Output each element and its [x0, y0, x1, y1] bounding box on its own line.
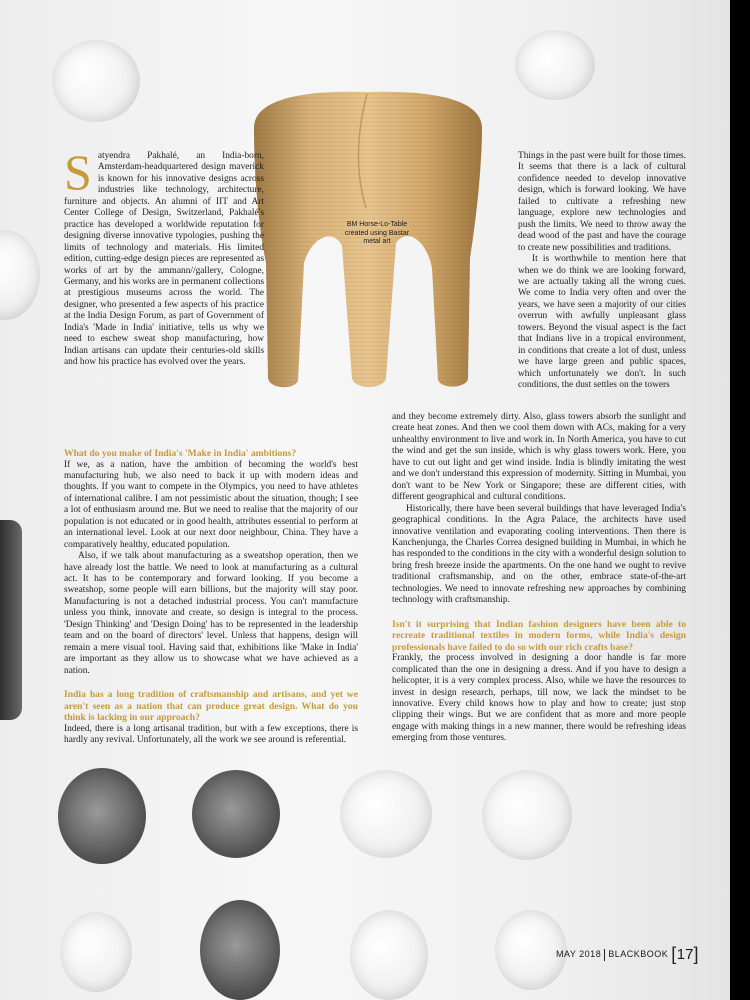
answer-paragraph: It is worthwhile to mention here that when we do think we are looking forward, we are actually taking all the wrong cues. We come to India very often and over the years, we have seen a majority of our cities overrun with awfully unpleasant glass towers. Beyond the visual aspect is the fact that Indians live in a tropical environment, in conditions that create a lot of dust, unless we have large green and public spaces, which unfortunately we don't. In such conditions, the dust settles on the towers: [518, 254, 686, 391]
background-hole: [515, 30, 595, 100]
answer-paragraph: Historically, there have been several buildings that have leveraged India's geographical conditions. In the Agra Palace, the architects have used innovative ventilation and evaporating cooling interventions. Then there is Kanchenjunga, the Charles Correa designed building in Mumbai, in which he has responded to the conditions in the city with a wonderful design solution to bring fresh breeze inside the apartments. On the one hand we ought to revive traditional craftsmanship, and on the other, embrace state-of-the-art technologies. We need to innovate refreshing new approaches by combining technology with craftsmanship.: [392, 503, 686, 606]
background-hole: [200, 900, 280, 1000]
background-hole: [350, 910, 428, 1000]
right-column-top: [518, 151, 686, 392]
question-heading: What do you make of India's 'Make in India' ambitions?: [64, 448, 297, 459]
answer-paragraph: Things in the past were built for those times. It seems that there is a lack of cultural confidence needed to develop innovative design, which is forward looking. We have failed to cultivate a refreshing new language, explore new technologies and push the limits. We need to throw away the dead wood of the past and have the courage to create new possibilities and traditions.: [518, 151, 686, 253]
page-footer: [556, 944, 699, 962]
intro-paragraph: [64, 144, 264, 369]
dark-post: [0, 520, 22, 720]
answer-paragraph: Frankly, the process involved in designing a door handle is far more complicated than the one in designing a dress. And if you have to design a helicopter, it is a very complex process. Also, while we have the resources to invest in design research, perhaps, till now, we lack the mindset to be innovative. Every child knows how to play and how to create; just stop clipping their wings. But we are confident that as more and more people engage with making things in a new manner, there would be refreshing ideas emerging from those ventures.: [392, 653, 686, 744]
page-edge: [730, 0, 750, 1000]
footer-divider: [604, 949, 605, 961]
background-hole: [192, 770, 280, 858]
background-hole: [340, 770, 432, 858]
left-column: [64, 448, 358, 747]
bracket-open: [: [671, 944, 677, 964]
background-hole: [52, 40, 140, 122]
background-hole: [482, 770, 572, 860]
background-hole: [58, 768, 146, 864]
question-heading: Isn't it surprising that Indian fashion designers have been able to recreate traditional textiles in modern forms, while India's design professionals have failed to do so with our rich crafts base?: [392, 618, 686, 653]
drop-cap: S: [64, 144, 92, 200]
intro-text: atyendra Pakhalé, an India-born, Amsterdam-headquartered design maverick is known for his innovative designs across industries like technology, architecture, furniture and objects. An alumni of IIT and Art Center College of Design, Switzerland, Pakhalé's practice has developed a worldwide reputation for designing diverse innovative typologies, pushing the limits of technology and materials. His limited edition, cutting-edge design pieces are represented as works of art by the ammann//gallery, Cologne, Germany, and his works are in permanent collections at prestigious museums across the world. The designer, who presented a few aspects of his practice at the India Design Forum, as part of Government of India's 'Made in India' initiative, tells us why we need to eschew sweat shop manufacturing, how Indian artisans can update their centuries-old skills and how his practice has evolved over the years.: [64, 151, 264, 368]
magazine-brand: BLACKBOOK: [608, 948, 669, 959]
bracket-close: ]: [693, 944, 699, 964]
page-number: 17: [676, 946, 694, 963]
question-heading: India has a long tradition of craftsmanship and artisans, and yet we aren't seen as a nation that can produce great design. What do you think is lacking in our approach?: [64, 689, 358, 724]
background-hole: [60, 912, 132, 992]
answer-paragraph: Indeed, there is a long artisanal tradition, but with a few exceptions, there is hardly any revival. Unfortunately, all the work we see around is referential.: [64, 723, 358, 746]
right-column: [392, 412, 686, 745]
answer-paragraph: and they become extremely dirty. Also, glass towers absorb the sunlight and create heat zones. And then we cool them down with ACs, making for a very unhealthy environment to live and work in. In North America, you have to cut the wind and get the sun inside, which is why glass towers work. Here, you have to cut out light and get wind inside. India is blindly imitating the west and we don't understand this expression of modernity. Sitting in Mumbai, you don't want to be New York or Singapore; these are different cities, with different geographical and cultural conditions.: [392, 412, 686, 503]
answer-paragraph: If we, as a nation, have the ambition of becoming the world's best manufacturing hub, we also need to back it up with modern ideas and thoughts. If you want to compete in the Olympics, you need to have athletes of international calibre. I am not pessimistic about the situation, though; I see a lot of enthusiasm around me. But we need to realise that the majority of our population is not educated or in good health, attributes essential to perform at an international level. Look at our next door neighbour, China. They have a comparatively healthy, educated population.: [64, 459, 358, 550]
image-caption: BM Horse-Lo-Table created using Bastar metal art: [344, 221, 410, 246]
issue-date: MAY 2018: [556, 948, 602, 959]
answer-paragraph: Also, if we talk about manufacturing as a sweatshop operation, then we have already lost the battle. We need to look at manufacturing as a cultural act. It has to be contemporary and forward looking. If you become a sweatshop, some people will earn billions, but the majority will stay poor. Manufacturing is not a detached industrial process. You can't manufacture unless you think, innovate and create, so design is integral to the process. 'Design Thinking' and 'Design Doing' has to be represented in the leadership team and on the board of directors' level. Unless that happens, design will remain a mere visual tool. Having said that, exhibitions like 'Make in India' are important as they allow us to showcase what we have achieved as a nation.: [64, 551, 358, 676]
